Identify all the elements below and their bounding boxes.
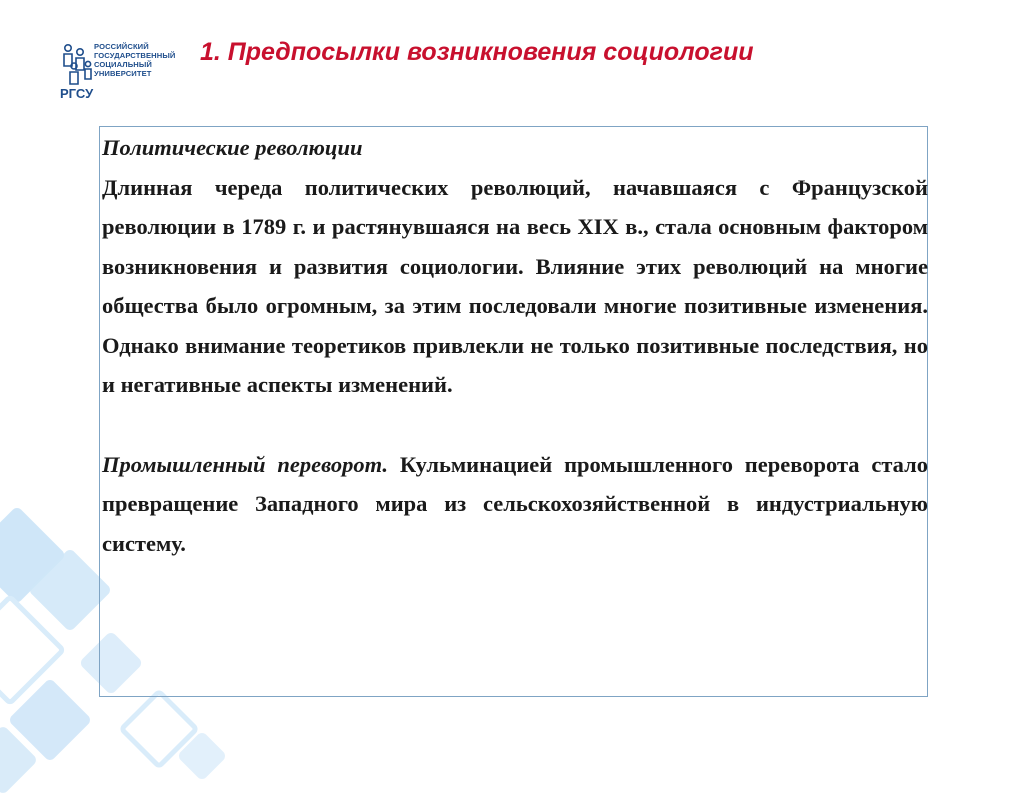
section-heading: Промышленный переворот. xyxy=(102,451,389,477)
section-paragraph: Длинная череда политических революций, начавшаяся с Французской революции в 1789 г. и растянувшаяся на весь XIX в., стала основным фактором возникновения и развития социологии. Влияние этих революций на многие общества было огромным, за этим последовали многие позитивные изменения. Однако внимание теоретиков привлекли не только позитивные последствия, но и негативные аспекты изменений. xyxy=(102,174,928,397)
logo-abbreviation: РГСУ xyxy=(60,86,94,101)
slide-body xyxy=(102,128,928,563)
university-logo xyxy=(60,42,180,102)
slide-title: 1. Предпосылки возникновения социологии xyxy=(200,38,754,66)
section-heading: Политические революции xyxy=(102,135,363,160)
people-figures-icon xyxy=(60,42,94,86)
logo-line: РОССИЙСКИЙ xyxy=(94,42,149,51)
section-text: Кульминацией промышленного переворота стало превращение Западного мира из сельскохозяйственной в индустриальную систему. xyxy=(102,451,929,556)
section-paragraph xyxy=(102,445,928,564)
paragraph-gap xyxy=(102,405,928,445)
logo-line: ГОСУДАРСТВЕННЫЙ xyxy=(94,51,176,60)
logo-text xyxy=(94,42,184,78)
logo-line: УНИВЕРСИТЕТ xyxy=(94,69,152,78)
logo-line: СОЦИАЛЬНЫЙ xyxy=(94,60,152,69)
